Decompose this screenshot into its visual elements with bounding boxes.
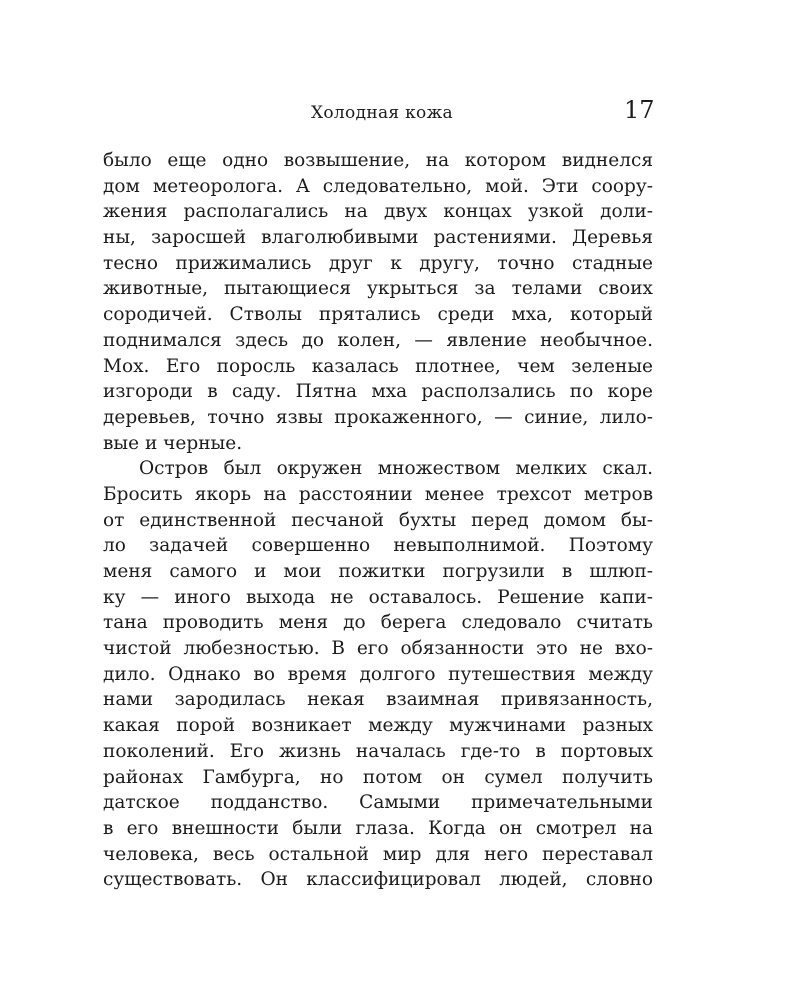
text-line: Бросить якорь на расстоянии менее трехсот метров bbox=[103, 483, 653, 505]
text-line: Остров был окружен множеством мелких скал. bbox=[139, 458, 653, 480]
running-title: Холодная кожа bbox=[311, 103, 453, 123]
text-line: изгороди в саду. Пятна мха расползались по коре bbox=[103, 381, 653, 403]
text-line: Мох. Его поросль казалась плотнее, чем зеленые bbox=[103, 355, 653, 377]
text-line: дило. Однако во время долгого путешествия между bbox=[103, 663, 653, 685]
text-line: деревьев, точно язвы прокаженного, — синие, лило- bbox=[103, 406, 653, 428]
page-number: 17 bbox=[624, 96, 655, 124]
text-line: чистой любезностью. В его обязанности это не вхо- bbox=[103, 638, 653, 660]
text-line: существовать. Он классифицировал людей, словно bbox=[103, 869, 653, 891]
text-line: ло задачей совершенно невыполнимой. Поэтому bbox=[103, 535, 653, 557]
body-text bbox=[103, 148, 653, 893]
text-line: ны, заросшей влаголюбивыми растениями. Деревья bbox=[103, 227, 653, 249]
text-line: поднимался здесь до колен, — явление необычное. bbox=[103, 329, 653, 351]
text-line: человека, весь остальной мир для него переставал bbox=[103, 843, 653, 865]
text-line: ку — иного выхода не оставалось. Решение капи- bbox=[103, 586, 653, 608]
text-line: в его внешности были глаза. Когда он смотрел на bbox=[103, 817, 653, 839]
text-line: животные, пытающиеся укрыться за телами своих bbox=[103, 278, 653, 300]
text-line: было еще одно возвышение, на котором виднелся bbox=[103, 150, 653, 171]
text-line: дом метеоролога. А следовательно, мой. Эти соору- bbox=[103, 175, 653, 197]
text-line: тана проводить меня до берега следовало считать bbox=[103, 612, 653, 634]
text-line: тесно прижимались друг к другу, точно стадные bbox=[103, 252, 653, 274]
text-line: вые и черные. bbox=[103, 432, 243, 454]
text-line: районах Гамбурга, но потом он сумел получить bbox=[103, 766, 653, 788]
text-line: датское подданство. Самыми примечательными bbox=[103, 792, 653, 814]
text-line: какая порой возникает между мужчинами разных bbox=[103, 715, 653, 737]
text-line: сородичей. Стволы прятались среди мха, который bbox=[103, 304, 653, 326]
text-line: поколений. Его жизнь началась где-то в портовых bbox=[103, 740, 653, 762]
text-line: меня самого и мои пожитки погрузили в шлюп- bbox=[103, 561, 653, 582]
text-line: жения располагались на двух концах узкой доли- bbox=[103, 201, 653, 223]
text-line: от единственной песчаной бухты перед домом бы- bbox=[103, 509, 653, 531]
text-line: нами зародилась некая взаимная привязанность, bbox=[103, 689, 653, 711]
